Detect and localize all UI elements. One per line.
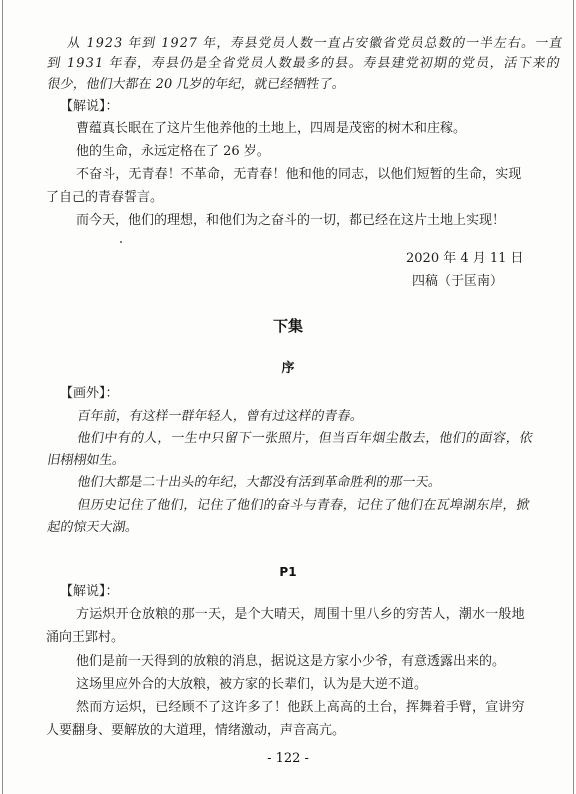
paragraph-line: 了自己的青春誓言。: [46, 190, 164, 205]
paragraph-line: 起的惊天大湖。: [46, 520, 140, 535]
paragraph-line: 他们大都是二十出头的年纪，大都没有活到革命胜利的那一天。: [76, 475, 443, 490]
paragraph-line: 而今天，他们的理想，和他们为之奋斗的一切，都已经在这片土地上实现！: [76, 213, 506, 228]
commentary-label: 【解说】：: [60, 584, 119, 599]
paragraph-line: 从 1923 年到 1927 年，寿县党员人数一直占安徽省党员总数的一半左右。一直: [66, 36, 565, 51]
paragraph-line: 百年前，有这样一群年轻人，曾有过这样的青春。: [76, 409, 365, 424]
page-number: - 122 -: [267, 751, 309, 766]
paragraph-line: 但历史记住了他们，记住了他们的奋斗与青春，记住了他们在瓦埠湖东岸，掀: [76, 498, 531, 513]
paragraph-line: 旧栩栩如生。: [46, 453, 127, 468]
paragraph-line: 涌向王郢村。: [46, 630, 125, 645]
paragraph-line: 曹蕴真长眠在了这片生他养他的土地上，四周是茂密的树木和庄稼。: [76, 121, 467, 136]
paragraph-line: 他们是前一天得到的放粮的消息，据说这是方家小少爷，有意透露出来的。: [76, 654, 506, 669]
author-line: 四稿（于匡南）: [412, 274, 504, 289]
scan-speck: [120, 241, 122, 243]
scene-heading: P1: [279, 565, 297, 579]
paragraph-line: 他的生命，永远定格在了 26 岁。: [76, 144, 270, 159]
paragraph-line: 然而方运炽，已经顾不了这许多了！他跃上高高的土台，挥舞着手臂，宣讲穷: [76, 700, 525, 715]
paragraph-line: 方运炽开仓放粮的那一天，是个大晴天，周围十里八乡的穷苦人，潮水一般地: [76, 607, 525, 622]
voiceover-label: 【画外】：: [60, 386, 119, 401]
date-line: 2020 年 4 月 11 日: [406, 251, 524, 266]
paragraph-line: 他们中有的人，一生中只留下一张照片，但当百年烟尘散去，他们的面容，依: [76, 431, 535, 446]
paragraph-line: 到 1931 年春，寿县仍是全省党员人数最多的县。寿县建党初期的党员，活下来的: [46, 56, 562, 71]
page-left-border: [2, 0, 3, 794]
paragraph-line: 人要翻身、要解放的大道理，情绪激动，声音高亢。: [46, 723, 346, 738]
paragraph-line: 很少，他们大都在 20 几岁的年纪，就已经牺牲了。: [46, 77, 347, 92]
paragraph-line: 不奋斗，无青春！不革命，无青春！他和他的同志，以他们短暂的生命，实现: [76, 167, 522, 182]
page-right-border: [573, 0, 574, 794]
section-heading: 序: [281, 361, 295, 376]
commentary-label: 【解说】：: [60, 99, 119, 114]
paragraph-line: 这场里应外合的大放粮，被方家的长辈们，认为是大逆不道。: [76, 677, 428, 692]
part-heading: 下集: [272, 317, 303, 335]
